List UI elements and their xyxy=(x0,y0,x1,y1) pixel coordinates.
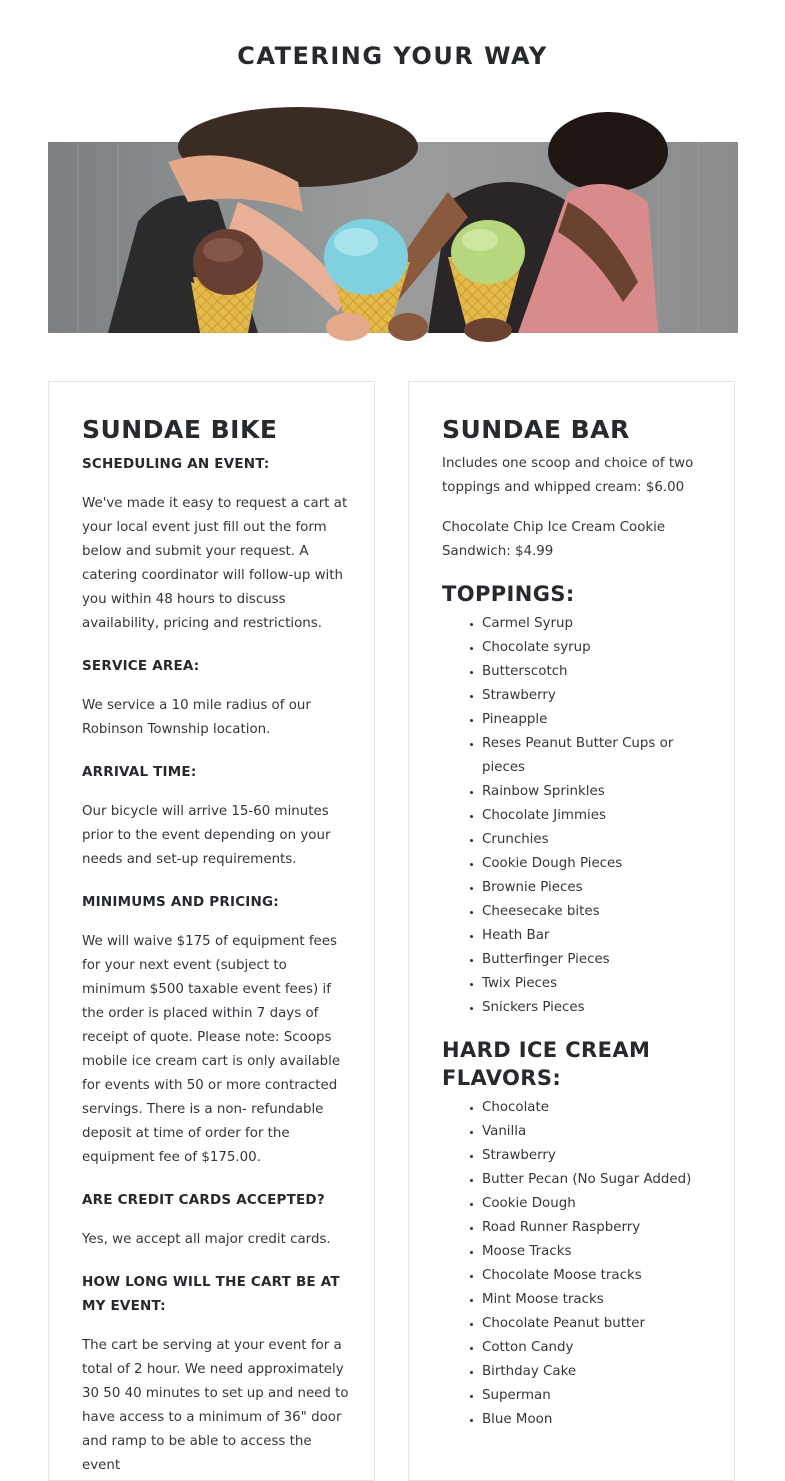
list-item: • Crunchies xyxy=(482,828,710,852)
sundae-bar-card xyxy=(408,381,735,1481)
list-item: • Blue Moon xyxy=(482,1408,710,1432)
minimums-pricing-text: We will waive $175 of equipment fees for your next event (subject to minimum $500 taxable event fees) if the order is placed within 7 days of receipt of quote. Please note: Scoops mobile ice cream cart is only available for events with 50 or more contracted servings. There is a non- refundable deposit at time of order for the equipment fee of $175.00. xyxy=(82,934,341,1165)
toppings-list xyxy=(442,612,710,1020)
cart-duration-text: The cart be serving at your event for a total of 2 hour. We need approximately 30 50 40 minutes to set up and need to have access to a minimum of 36" door and ramp to be able to access the event xyxy=(82,1338,349,1473)
list-item: • Butter Pecan (No Sugar Added) xyxy=(482,1168,710,1192)
list-item: • Birthday Cake xyxy=(482,1360,710,1384)
arrival-time-heading: ARRIVAL TIME: xyxy=(82,764,197,780)
sundae-bike-title: SUNDAE BIKE xyxy=(82,415,278,444)
list-item: • Mint Moose tracks xyxy=(482,1288,710,1312)
service-area-heading: SERVICE AREA: xyxy=(82,658,200,674)
list-item: • Vanilla xyxy=(482,1120,710,1144)
list-item: • Road Runner Raspberry xyxy=(482,1216,710,1240)
list-item: • Heath Bar xyxy=(482,924,710,948)
list-item: • Pineapple xyxy=(482,708,710,732)
sundae-bike-card xyxy=(48,381,375,1481)
list-item: • Strawberry xyxy=(482,1144,710,1168)
scheduling-text: We've made it easy to request a cart at your local event just fill out the form below and submit your request. A catering coordinator will follow-up with you within 48 hours to discuss availability, pricing and restrictions. xyxy=(82,496,348,631)
sundae-bar-title: SUNDAE BAR xyxy=(442,415,630,444)
list-item: • Cookie Dough xyxy=(482,1192,710,1216)
list-item: • Brownie Pieces xyxy=(482,876,710,900)
list-item: • Chocolate xyxy=(482,1096,710,1120)
toppings-heading: TOPPINGS: xyxy=(442,582,575,606)
service-area-text: We service a 10 mile radius of our Robinson Township location. xyxy=(82,698,311,737)
list-item: • Rainbow Sprinkles xyxy=(482,780,710,804)
scheduling-heading: SCHEDULING AN EVENT: xyxy=(82,456,270,472)
list-item: • Cookie Dough Pieces xyxy=(482,852,710,876)
ice-cream-cones-illustration xyxy=(48,142,738,333)
list-item: • Butterscotch xyxy=(482,660,710,684)
list-item: • Chocolate Jimmies xyxy=(482,804,710,828)
credit-cards-text: Yes, we accept all major credit cards. xyxy=(82,1232,331,1247)
list-item: • Chocolate Peanut butter xyxy=(482,1312,710,1336)
list-item: • Carmel Syrup xyxy=(482,612,710,636)
arrival-time-text: Our bicycle will arrive 15-60 minutes prior to the event depending on your needs and set-up requirements. xyxy=(82,804,331,867)
cookie-sandwich-price: Chocolate Chip Ice Cream Cookie Sandwich: $4.99 xyxy=(442,520,666,559)
list-item: • Cotton Candy xyxy=(482,1336,710,1360)
list-item: • Cheesecake bites xyxy=(482,900,710,924)
list-item: • Chocolate Moose tracks xyxy=(482,1264,710,1288)
list-item: • Superman xyxy=(482,1384,710,1408)
hard-ice-cream-heading: HARD ICE CREAM FLAVORS: xyxy=(442,1038,651,1090)
cart-duration-heading: HOW LONG WILL THE CART BE AT MY EVENT: xyxy=(82,1274,340,1314)
credit-cards-heading: ARE CREDIT CARDS ACCEPTED? xyxy=(82,1192,325,1208)
list-item: • Snickers Pieces xyxy=(482,996,710,1020)
list-item: • Strawberry xyxy=(482,684,710,708)
sundae-bar-intro-price: Includes one scoop and choice of two toppings and whipped cream: $6.00 xyxy=(442,456,694,495)
minimums-pricing-heading: MINIMUMS AND PRICING: xyxy=(82,894,279,910)
list-item: • Reses Peanut Butter Cups or pieces xyxy=(482,732,710,780)
flavors-list xyxy=(442,1096,710,1432)
list-item: • Butterfinger Pieces xyxy=(482,948,710,972)
hero-image xyxy=(48,142,738,333)
list-item: • Twix Pieces xyxy=(482,972,710,996)
list-item: • Moose Tracks xyxy=(482,1240,710,1264)
list-item: • Chocolate syrup xyxy=(482,636,710,660)
page-title: CATERING YOUR WAY xyxy=(237,42,548,70)
